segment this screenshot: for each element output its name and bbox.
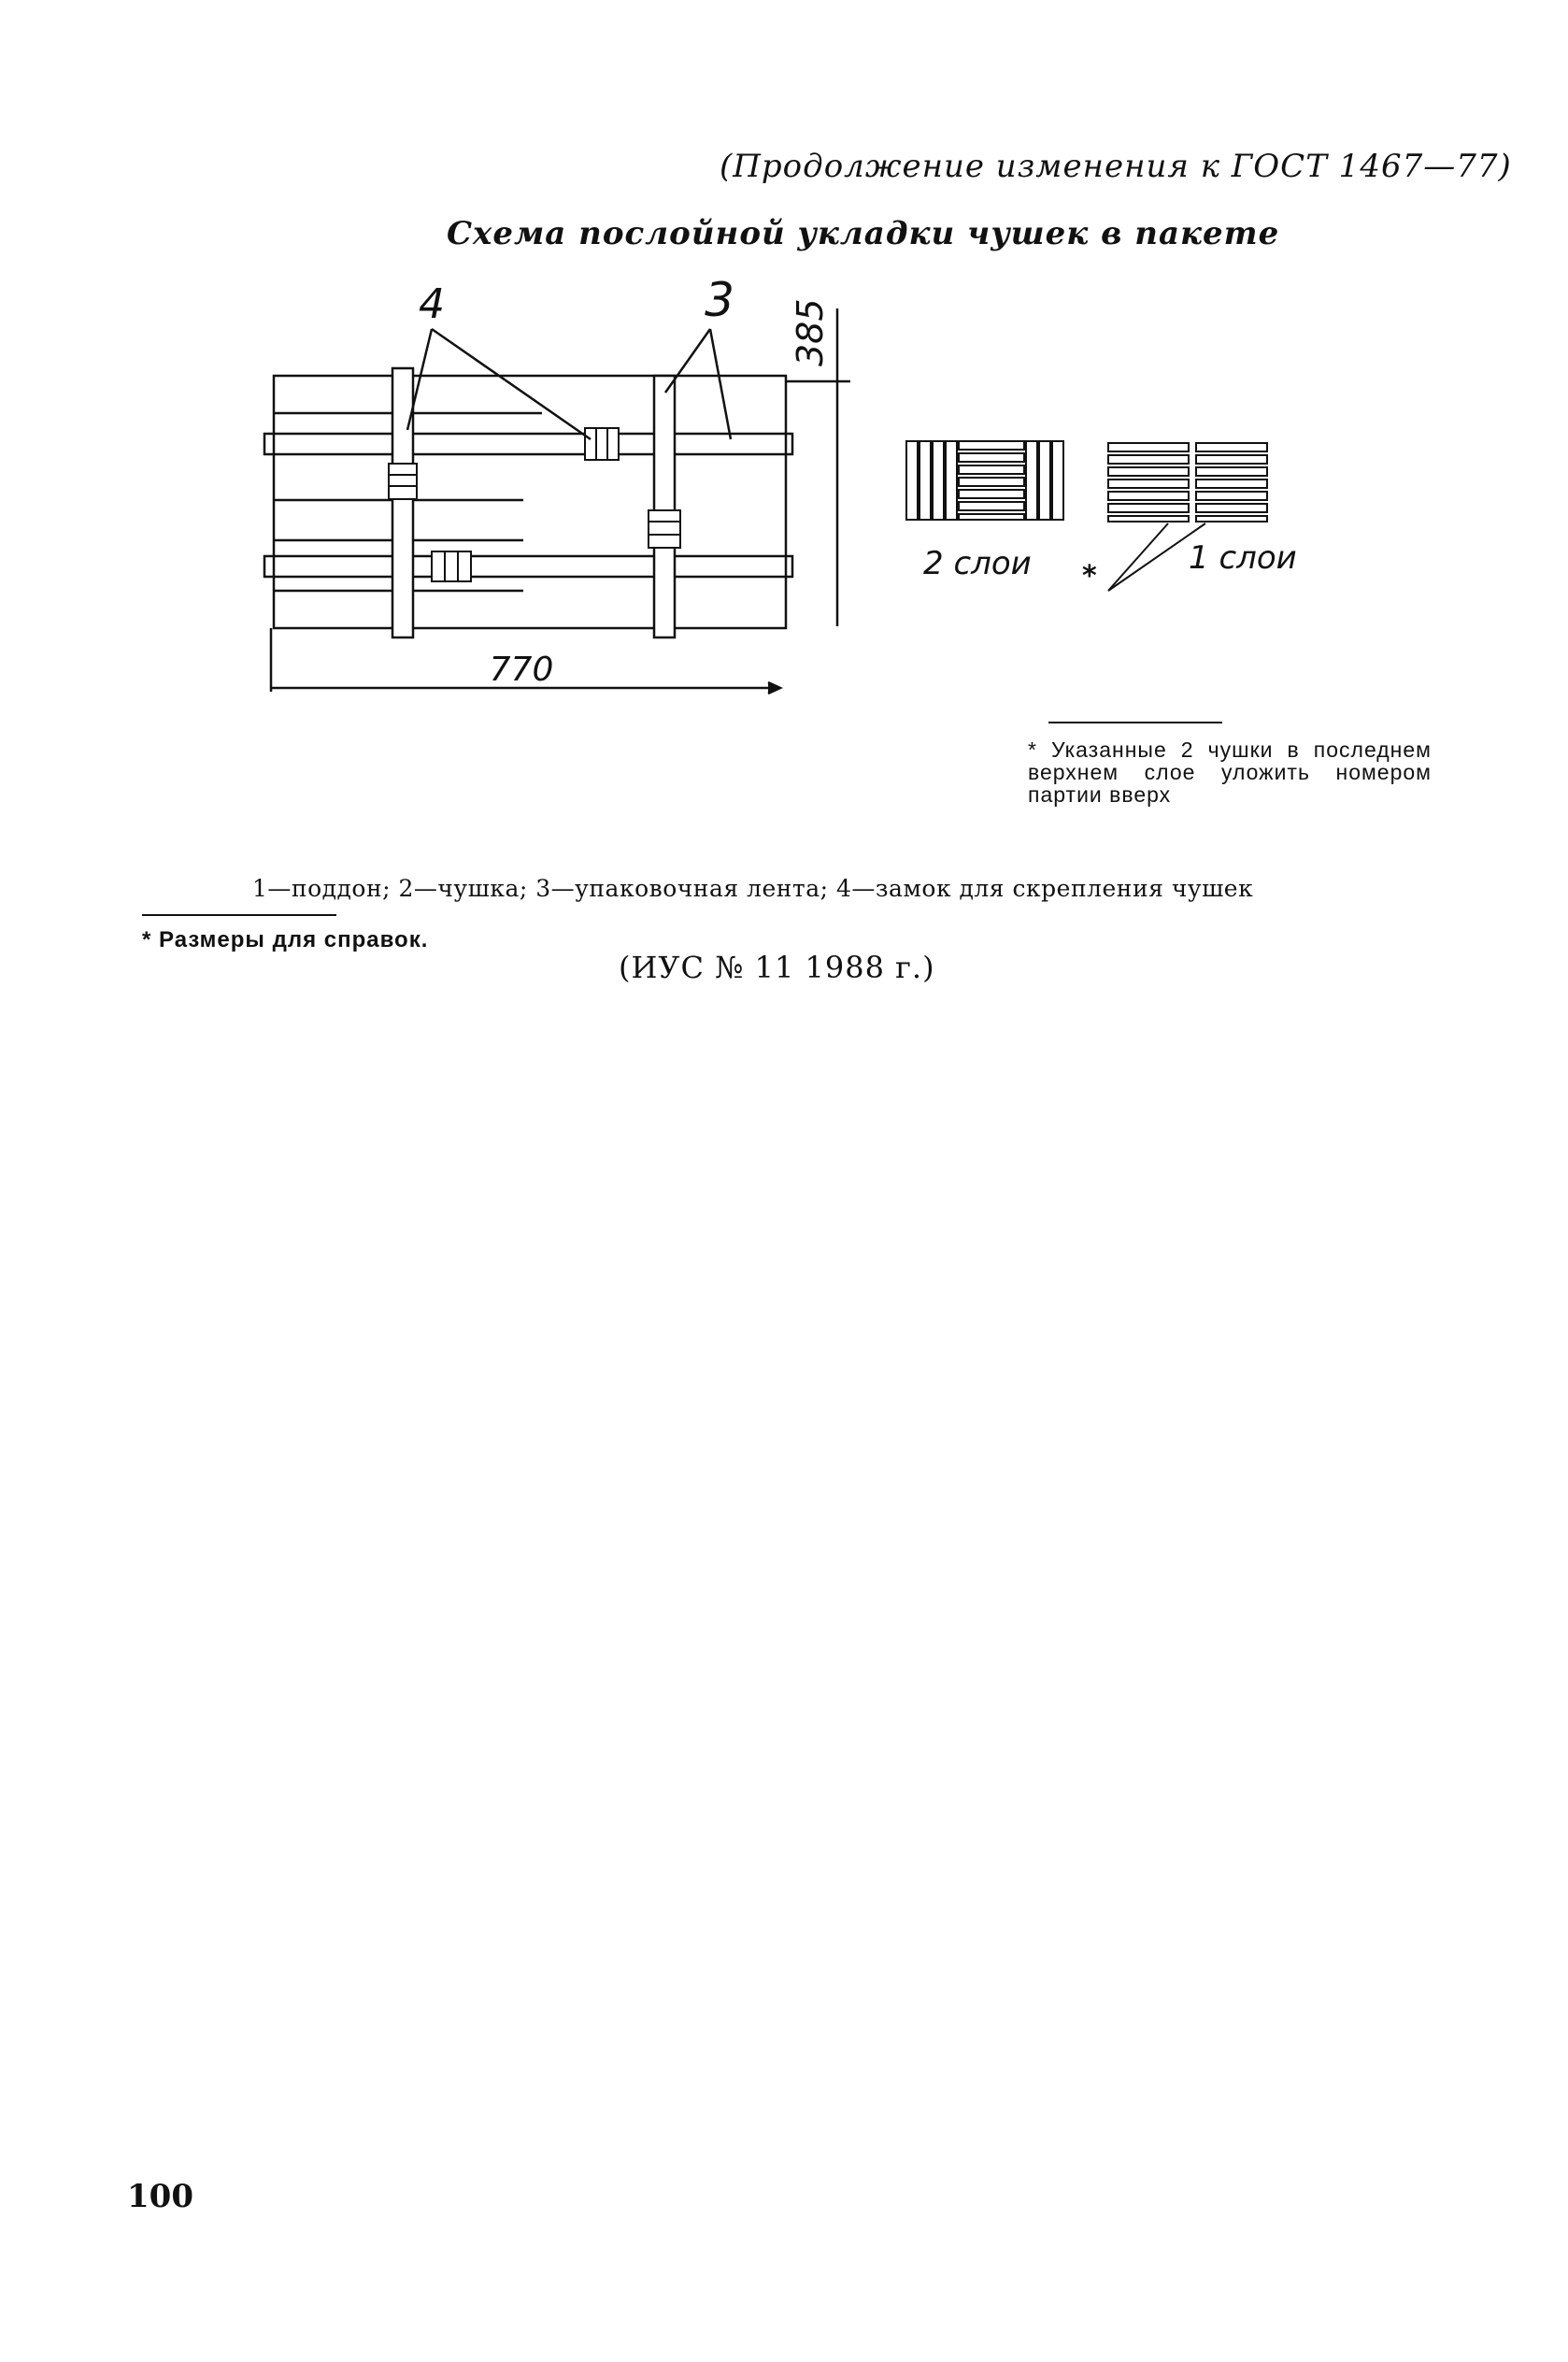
callout-4: 4 [419, 280, 445, 328]
figure-legend: 1—поддон; 2—чушка; 3—упаковочная лента; 4—замок для скрепления чушек [252, 875, 1254, 902]
lock-top [585, 428, 619, 460]
figure-title: Схема послойной укладки чушек в пакете [447, 215, 1280, 252]
layer-1-label: 1 слои [1189, 539, 1297, 577]
footnote-rule [1048, 722, 1222, 723]
leader-3a [665, 329, 710, 393]
layer-2-diagram [906, 441, 1063, 520]
dim-height-label: 385 [790, 298, 831, 366]
leader-4b [432, 329, 591, 439]
figure-footnote: * Указанные 2 чушки в последнем верхнем слое уложить номером партии вверх [1028, 737, 1432, 807]
lock-bottom [432, 551, 471, 581]
lock-right [649, 510, 680, 548]
leader-3b [710, 329, 731, 439]
callout-3: 3 [705, 273, 734, 327]
band-horizontal-top [264, 434, 792, 454]
asterisk-marker: * [1082, 560, 1097, 593]
lock-left [389, 464, 417, 499]
reference-rule [142, 914, 336, 916]
band-vertical-right [654, 376, 675, 637]
page-header: (Продолжение изменения к ГОСТ 1467—77) [720, 148, 1512, 185]
layer-2-label: 2 слои [923, 545, 1032, 582]
page-number: 100 [127, 2178, 193, 2215]
band-vertical-left [392, 368, 413, 637]
amendment-reference: (ИУС № 11 1988 г.) [619, 950, 935, 985]
dim-width-label: 770 [489, 651, 554, 689]
reference-note: * Размеры для справок. [142, 927, 429, 952]
band-horizontal-bottom [264, 556, 792, 577]
